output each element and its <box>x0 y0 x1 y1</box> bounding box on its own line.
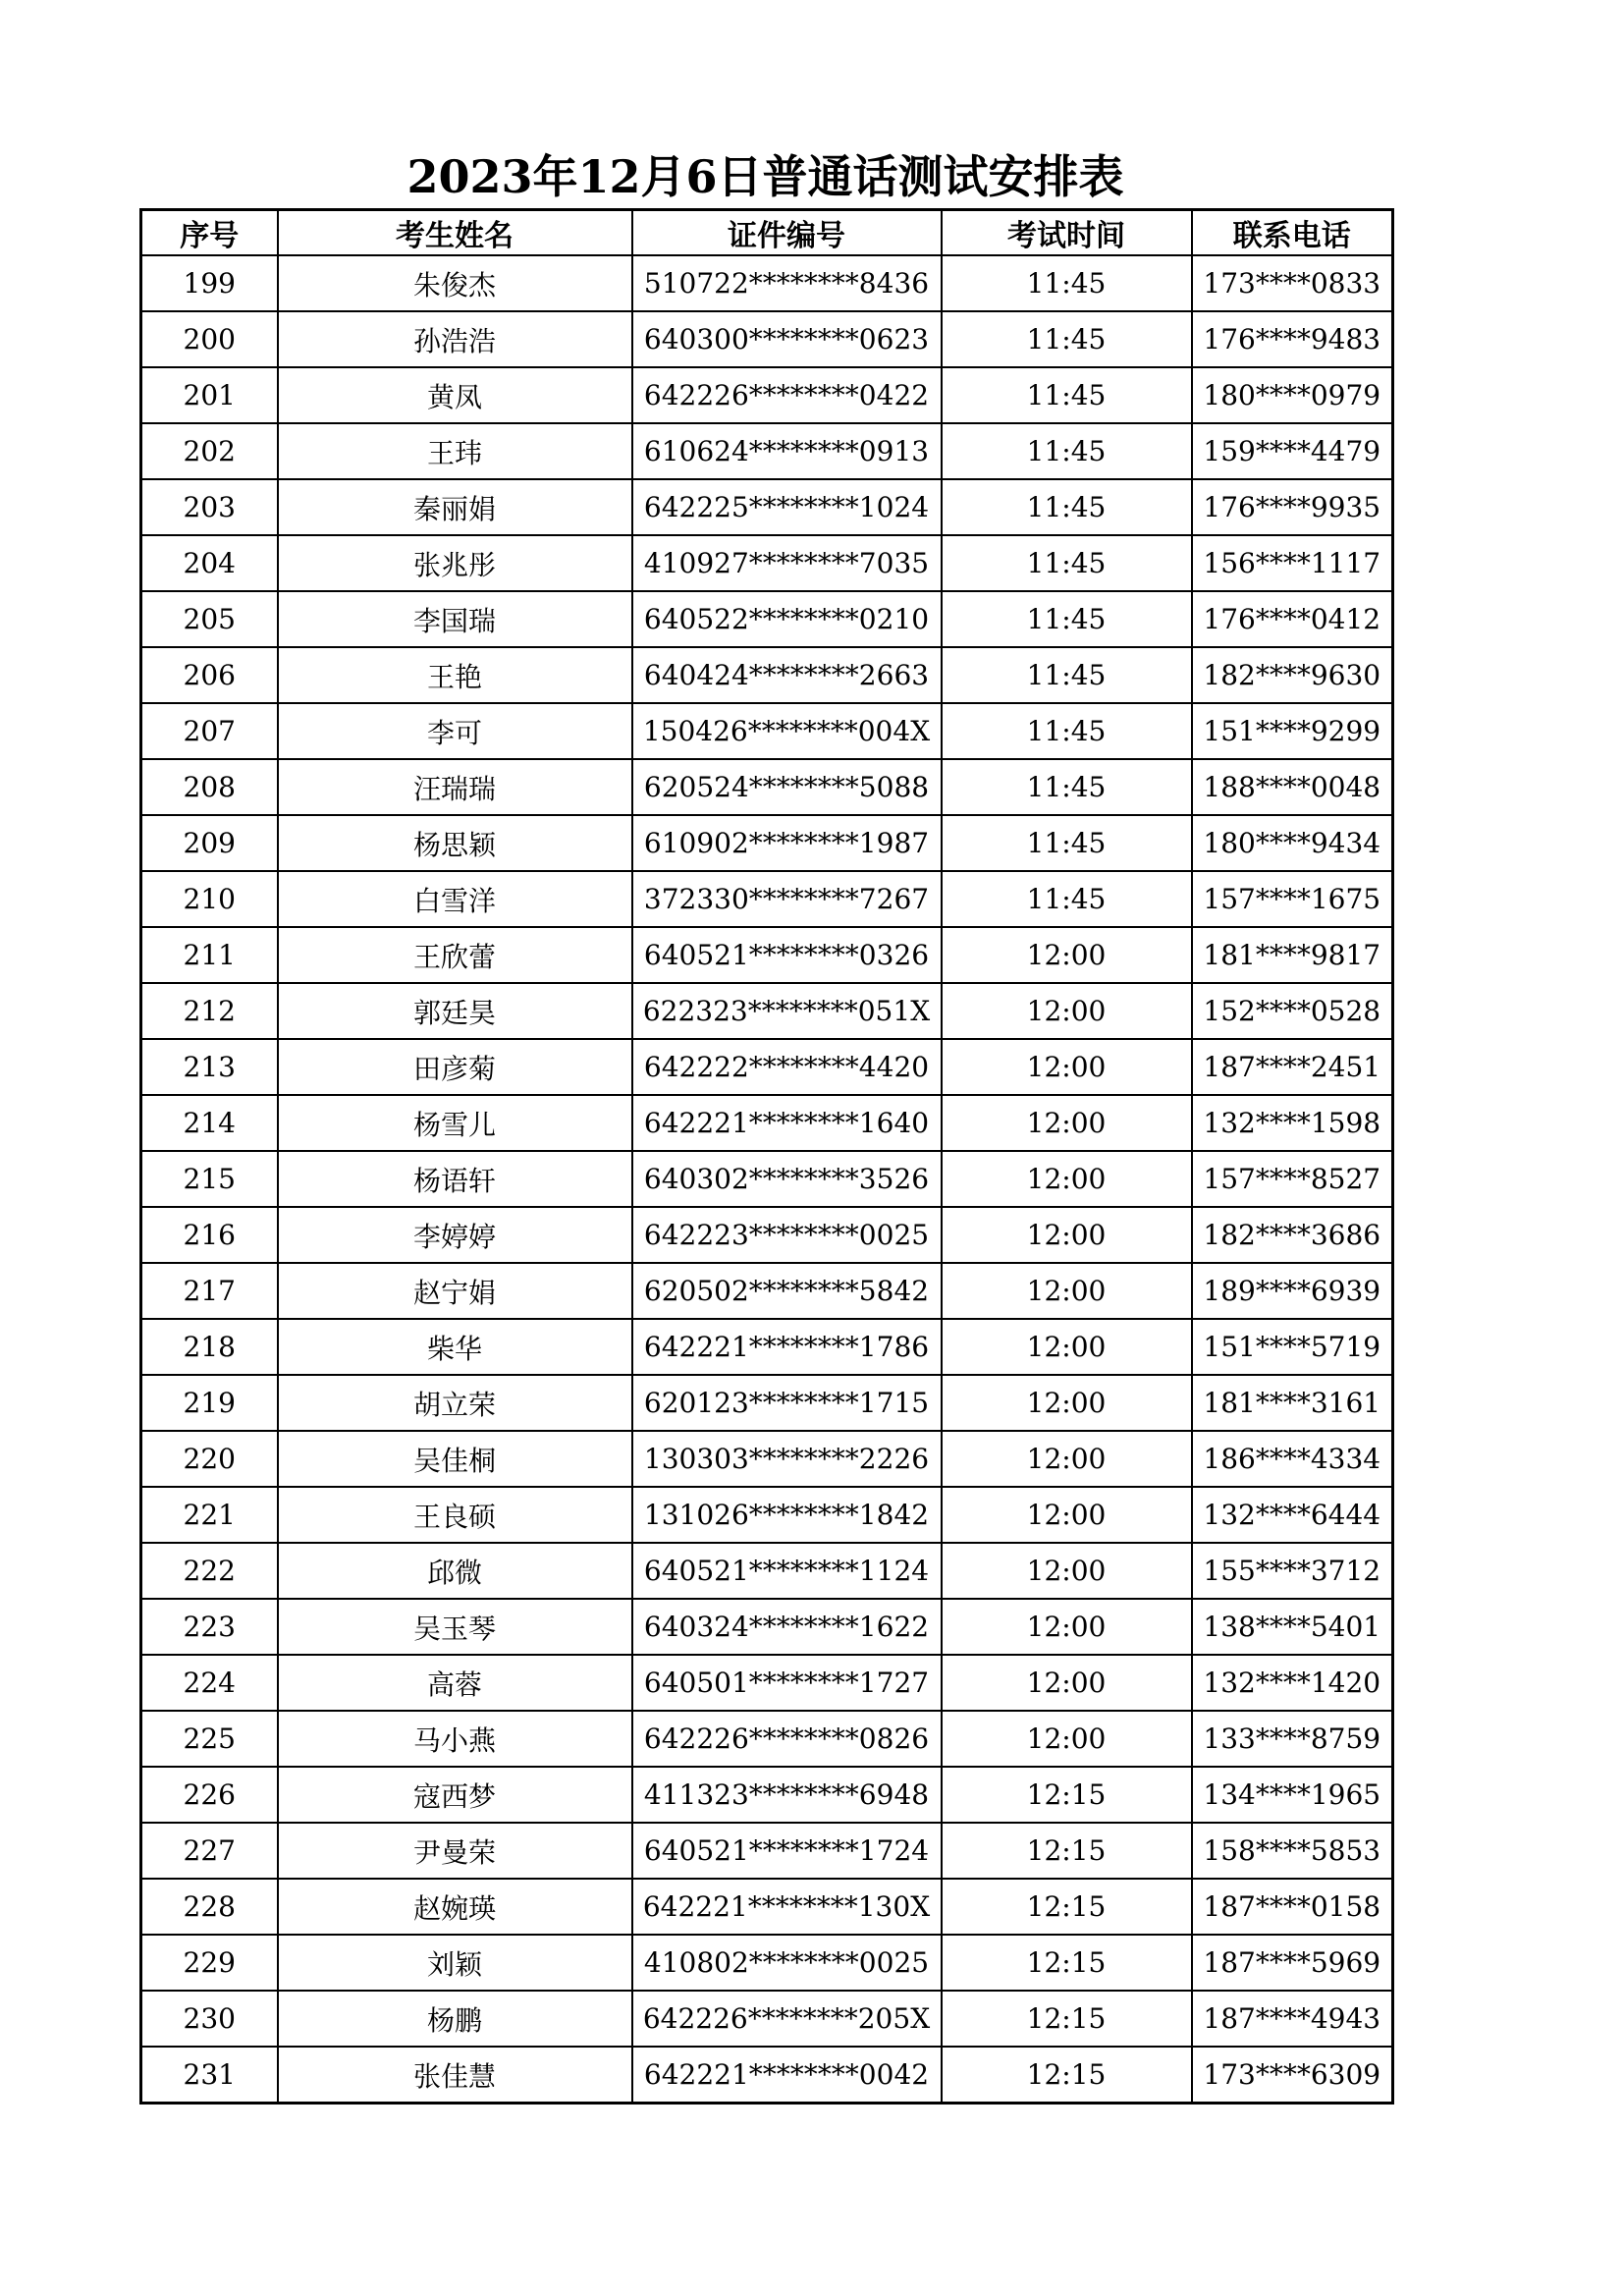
cell-name: 朱俊杰 <box>278 255 632 311</box>
cell-id-number: 411323********6948 <box>632 1767 942 1823</box>
cell-id-number: 510722********8436 <box>632 255 942 311</box>
cell-name: 杨语轩 <box>278 1151 632 1207</box>
cell-name: 张兆彤 <box>278 535 632 591</box>
cell-name: 邱微 <box>278 1543 632 1599</box>
cell-name: 秦丽娟 <box>278 479 632 535</box>
cell-seq: 206 <box>141 647 278 703</box>
cell-id-number: 642221********0042 <box>632 2047 942 2104</box>
cell-phone: 132****6444 <box>1192 1487 1393 1543</box>
cell-id-number: 640300********0623 <box>632 311 942 367</box>
cell-phone: 180****9434 <box>1192 815 1393 871</box>
cell-name: 寇西梦 <box>278 1767 632 1823</box>
cell-phone: 187****4943 <box>1192 1991 1393 2047</box>
table-row <box>141 1879 1393 1935</box>
table-row <box>141 759 1393 815</box>
cell-exam-time: 12:00 <box>942 1207 1192 1263</box>
cell-id-number: 640302********3526 <box>632 1151 942 1207</box>
cell-id-number: 642223********0025 <box>632 1207 942 1263</box>
cell-id-number: 610902********1987 <box>632 815 942 871</box>
cell-name: 杨鹏 <box>278 1991 632 2047</box>
cell-name: 柴华 <box>278 1319 632 1375</box>
cell-exam-time: 12:00 <box>942 1095 1192 1151</box>
cell-id-number: 642221********1640 <box>632 1095 942 1151</box>
cell-name: 赵婉瑛 <box>278 1879 632 1935</box>
table-row <box>141 479 1393 535</box>
cell-exam-time: 11:45 <box>942 255 1192 311</box>
cell-id-number: 642226********0826 <box>632 1711 942 1767</box>
cell-phone: 181****9817 <box>1192 927 1393 983</box>
cell-seq: 230 <box>141 1991 278 2047</box>
cell-id-number: 640424********2663 <box>632 647 942 703</box>
table-row <box>141 1151 1393 1207</box>
cell-id-number: 640521********1124 <box>632 1543 942 1599</box>
cell-id-number: 642221********130X <box>632 1879 942 1935</box>
table-row <box>141 1767 1393 1823</box>
cell-seq: 222 <box>141 1543 278 1599</box>
cell-name: 汪瑞瑞 <box>278 759 632 815</box>
cell-exam-time: 11:45 <box>942 479 1192 535</box>
cell-id-number: 642226********0422 <box>632 367 942 423</box>
cell-seq: 208 <box>141 759 278 815</box>
table-row <box>141 591 1393 647</box>
cell-phone: 173****0833 <box>1192 255 1393 311</box>
cell-seq: 219 <box>141 1375 278 1431</box>
cell-phone: 182****3686 <box>1192 1207 1393 1263</box>
cell-exam-time: 12:15 <box>942 1935 1192 1991</box>
table-row <box>141 1487 1393 1543</box>
cell-seq: 212 <box>141 983 278 1039</box>
cell-exam-time: 11:45 <box>942 591 1192 647</box>
cell-name: 杨雪儿 <box>278 1095 632 1151</box>
cell-phone: 187****5969 <box>1192 1935 1393 1991</box>
cell-exam-time: 11:45 <box>942 311 1192 367</box>
cell-phone: 173****6309 <box>1192 2047 1393 2104</box>
table-row <box>141 1991 1393 2047</box>
schedule-table <box>139 208 1394 2105</box>
cell-exam-time: 12:00 <box>942 1375 1192 1431</box>
table-row <box>141 311 1393 367</box>
cell-id-number: 610624********0913 <box>632 423 942 479</box>
cell-phone: 180****0979 <box>1192 367 1393 423</box>
cell-phone: 176****0412 <box>1192 591 1393 647</box>
cell-name: 田彦菊 <box>278 1039 632 1095</box>
cell-id-number: 642221********1786 <box>632 1319 942 1375</box>
table-row <box>141 1263 1393 1319</box>
header-seq: 序号 <box>141 210 278 256</box>
table-row <box>141 2047 1393 2104</box>
cell-id-number: 620123********1715 <box>632 1375 942 1431</box>
cell-name: 杨思颖 <box>278 815 632 871</box>
table-row <box>141 1207 1393 1263</box>
cell-id-number: 640521********1724 <box>632 1823 942 1879</box>
cell-seq: 226 <box>141 1767 278 1823</box>
cell-exam-time: 12:15 <box>942 1879 1192 1935</box>
cell-exam-time: 11:45 <box>942 423 1192 479</box>
cell-phone: 134****1965 <box>1192 1767 1393 1823</box>
cell-seq: 221 <box>141 1487 278 1543</box>
cell-seq: 228 <box>141 1879 278 1935</box>
cell-id-number: 642226********205X <box>632 1991 942 2047</box>
cell-phone: 132****1598 <box>1192 1095 1393 1151</box>
cell-id-number: 372330********7267 <box>632 871 942 927</box>
cell-seq: 231 <box>141 2047 278 2104</box>
header-exam-time: 考试时间 <box>942 210 1192 256</box>
cell-exam-time: 12:00 <box>942 1487 1192 1543</box>
table-row <box>141 983 1393 1039</box>
table-row <box>141 927 1393 983</box>
table-row <box>141 1711 1393 1767</box>
cell-name: 王艳 <box>278 647 632 703</box>
cell-id-number: 620502********5842 <box>632 1263 942 1319</box>
cell-seq: 205 <box>141 591 278 647</box>
cell-exam-time: 11:45 <box>942 535 1192 591</box>
table-row <box>141 1095 1393 1151</box>
cell-phone: 159****4479 <box>1192 423 1393 479</box>
cell-seq: 199 <box>141 255 278 311</box>
cell-seq: 210 <box>141 871 278 927</box>
table-row <box>141 367 1393 423</box>
cell-seq: 202 <box>141 423 278 479</box>
table-row <box>141 871 1393 927</box>
cell-phone: 189****6939 <box>1192 1263 1393 1319</box>
cell-exam-time: 12:00 <box>942 1431 1192 1487</box>
cell-seq: 214 <box>141 1095 278 1151</box>
cell-exam-time: 12:00 <box>942 1151 1192 1207</box>
cell-name: 李可 <box>278 703 632 759</box>
table-row <box>141 1655 1393 1711</box>
table-body <box>141 255 1393 2104</box>
cell-seq: 224 <box>141 1655 278 1711</box>
table-row <box>141 1543 1393 1599</box>
cell-name: 黄凤 <box>278 367 632 423</box>
cell-phone: 176****9483 <box>1192 311 1393 367</box>
table-row <box>141 423 1393 479</box>
cell-name: 高蓉 <box>278 1655 632 1711</box>
cell-exam-time: 12:00 <box>942 1263 1192 1319</box>
cell-exam-time: 12:00 <box>942 1319 1192 1375</box>
cell-seq: 215 <box>141 1151 278 1207</box>
header-id-number: 证件编号 <box>632 210 942 256</box>
table-row <box>141 255 1393 311</box>
cell-name: 吴佳桐 <box>278 1431 632 1487</box>
cell-seq: 223 <box>141 1599 278 1655</box>
cell-id-number: 130303********2226 <box>632 1431 942 1487</box>
cell-phone: 187****0158 <box>1192 1879 1393 1935</box>
cell-phone: 157****8527 <box>1192 1151 1393 1207</box>
cell-exam-time: 12:00 <box>942 1655 1192 1711</box>
cell-name: 尹曼荣 <box>278 1823 632 1879</box>
cell-name: 李国瑞 <box>278 591 632 647</box>
table-row <box>141 1823 1393 1879</box>
cell-exam-time: 12:15 <box>942 1823 1192 1879</box>
cell-phone: 156****1117 <box>1192 535 1393 591</box>
header-phone: 联系电话 <box>1192 210 1393 256</box>
cell-name: 胡立荣 <box>278 1375 632 1431</box>
table-row <box>141 1599 1393 1655</box>
table-row <box>141 1319 1393 1375</box>
cell-exam-time: 12:15 <box>942 1767 1192 1823</box>
table-row <box>141 1375 1393 1431</box>
table-row <box>141 535 1393 591</box>
cell-phone: 187****2451 <box>1192 1039 1393 1095</box>
cell-id-number: 410802********0025 <box>632 1935 942 1991</box>
cell-id-number: 640324********1622 <box>632 1599 942 1655</box>
cell-id-number: 622323********051X <box>632 983 942 1039</box>
cell-exam-time: 12:00 <box>942 1039 1192 1095</box>
cell-seq: 203 <box>141 479 278 535</box>
cell-exam-time: 11:45 <box>942 647 1192 703</box>
cell-name: 李婷婷 <box>278 1207 632 1263</box>
table-header-row <box>141 210 1393 256</box>
cell-seq: 218 <box>141 1319 278 1375</box>
cell-seq: 211 <box>141 927 278 983</box>
cell-phone: 133****8759 <box>1192 1711 1393 1767</box>
cell-seq: 201 <box>141 367 278 423</box>
cell-seq: 204 <box>141 535 278 591</box>
cell-id-number: 640522********0210 <box>632 591 942 647</box>
cell-seq: 225 <box>141 1711 278 1767</box>
cell-id-number: 620524********5088 <box>632 759 942 815</box>
cell-exam-time: 11:45 <box>942 759 1192 815</box>
cell-exam-time: 12:15 <box>942 2047 1192 2104</box>
cell-phone: 181****3161 <box>1192 1375 1393 1431</box>
cell-name: 白雪洋 <box>278 871 632 927</box>
table-row <box>141 703 1393 759</box>
cell-id-number: 131026********1842 <box>632 1487 942 1543</box>
cell-name: 张佳慧 <box>278 2047 632 2104</box>
cell-name: 王良硕 <box>278 1487 632 1543</box>
cell-id-number: 640501********1727 <box>632 1655 942 1711</box>
cell-exam-time: 12:00 <box>942 1711 1192 1767</box>
cell-name: 马小燕 <box>278 1711 632 1767</box>
cell-seq: 229 <box>141 1935 278 1991</box>
cell-id-number: 410927********7035 <box>632 535 942 591</box>
cell-phone: 182****9630 <box>1192 647 1393 703</box>
cell-exam-time: 11:45 <box>942 815 1192 871</box>
cell-name: 刘颖 <box>278 1935 632 1991</box>
cell-name: 王玮 <box>278 423 632 479</box>
cell-seq: 227 <box>141 1823 278 1879</box>
cell-seq: 207 <box>141 703 278 759</box>
table-row <box>141 1431 1393 1487</box>
cell-id-number: 642225********1024 <box>632 479 942 535</box>
cell-phone: 151****9299 <box>1192 703 1393 759</box>
cell-phone: 138****5401 <box>1192 1599 1393 1655</box>
cell-exam-time: 12:15 <box>942 1991 1192 2047</box>
cell-exam-time: 12:00 <box>942 927 1192 983</box>
table-row <box>141 1039 1393 1095</box>
cell-phone: 157****1675 <box>1192 871 1393 927</box>
cell-phone: 158****5853 <box>1192 1823 1393 1879</box>
cell-seq: 200 <box>141 311 278 367</box>
cell-phone: 186****4334 <box>1192 1431 1393 1487</box>
header-name: 考生姓名 <box>278 210 632 256</box>
cell-seq: 220 <box>141 1431 278 1487</box>
cell-id-number: 150426********004X <box>632 703 942 759</box>
cell-phone: 155****3712 <box>1192 1543 1393 1599</box>
cell-seq: 216 <box>141 1207 278 1263</box>
table-row <box>141 1935 1393 1991</box>
cell-phone: 152****0528 <box>1192 983 1393 1039</box>
table-row <box>141 815 1393 871</box>
cell-phone: 188****0048 <box>1192 759 1393 815</box>
cell-exam-time: 11:45 <box>942 871 1192 927</box>
cell-phone: 176****9935 <box>1192 479 1393 535</box>
cell-seq: 217 <box>141 1263 278 1319</box>
cell-seq: 213 <box>141 1039 278 1095</box>
cell-name: 赵宁娟 <box>278 1263 632 1319</box>
cell-phone: 151****5719 <box>1192 1319 1393 1375</box>
cell-phone: 132****1420 <box>1192 1655 1393 1711</box>
cell-name: 郭廷昊 <box>278 983 632 1039</box>
cell-name: 吴玉琴 <box>278 1599 632 1655</box>
cell-exam-time: 11:45 <box>942 703 1192 759</box>
cell-exam-time: 12:00 <box>942 1543 1192 1599</box>
page-title: 2023年12月6日普通话测试安排表 <box>406 150 1124 203</box>
cell-seq: 209 <box>141 815 278 871</box>
cell-id-number: 642222********4420 <box>632 1039 942 1095</box>
cell-name: 王欣蕾 <box>278 927 632 983</box>
table-row <box>141 647 1393 703</box>
cell-id-number: 640521********0326 <box>632 927 942 983</box>
cell-name: 孙浩浩 <box>278 311 632 367</box>
cell-exam-time: 12:00 <box>942 1599 1192 1655</box>
cell-exam-time: 12:00 <box>942 983 1192 1039</box>
cell-exam-time: 11:45 <box>942 367 1192 423</box>
